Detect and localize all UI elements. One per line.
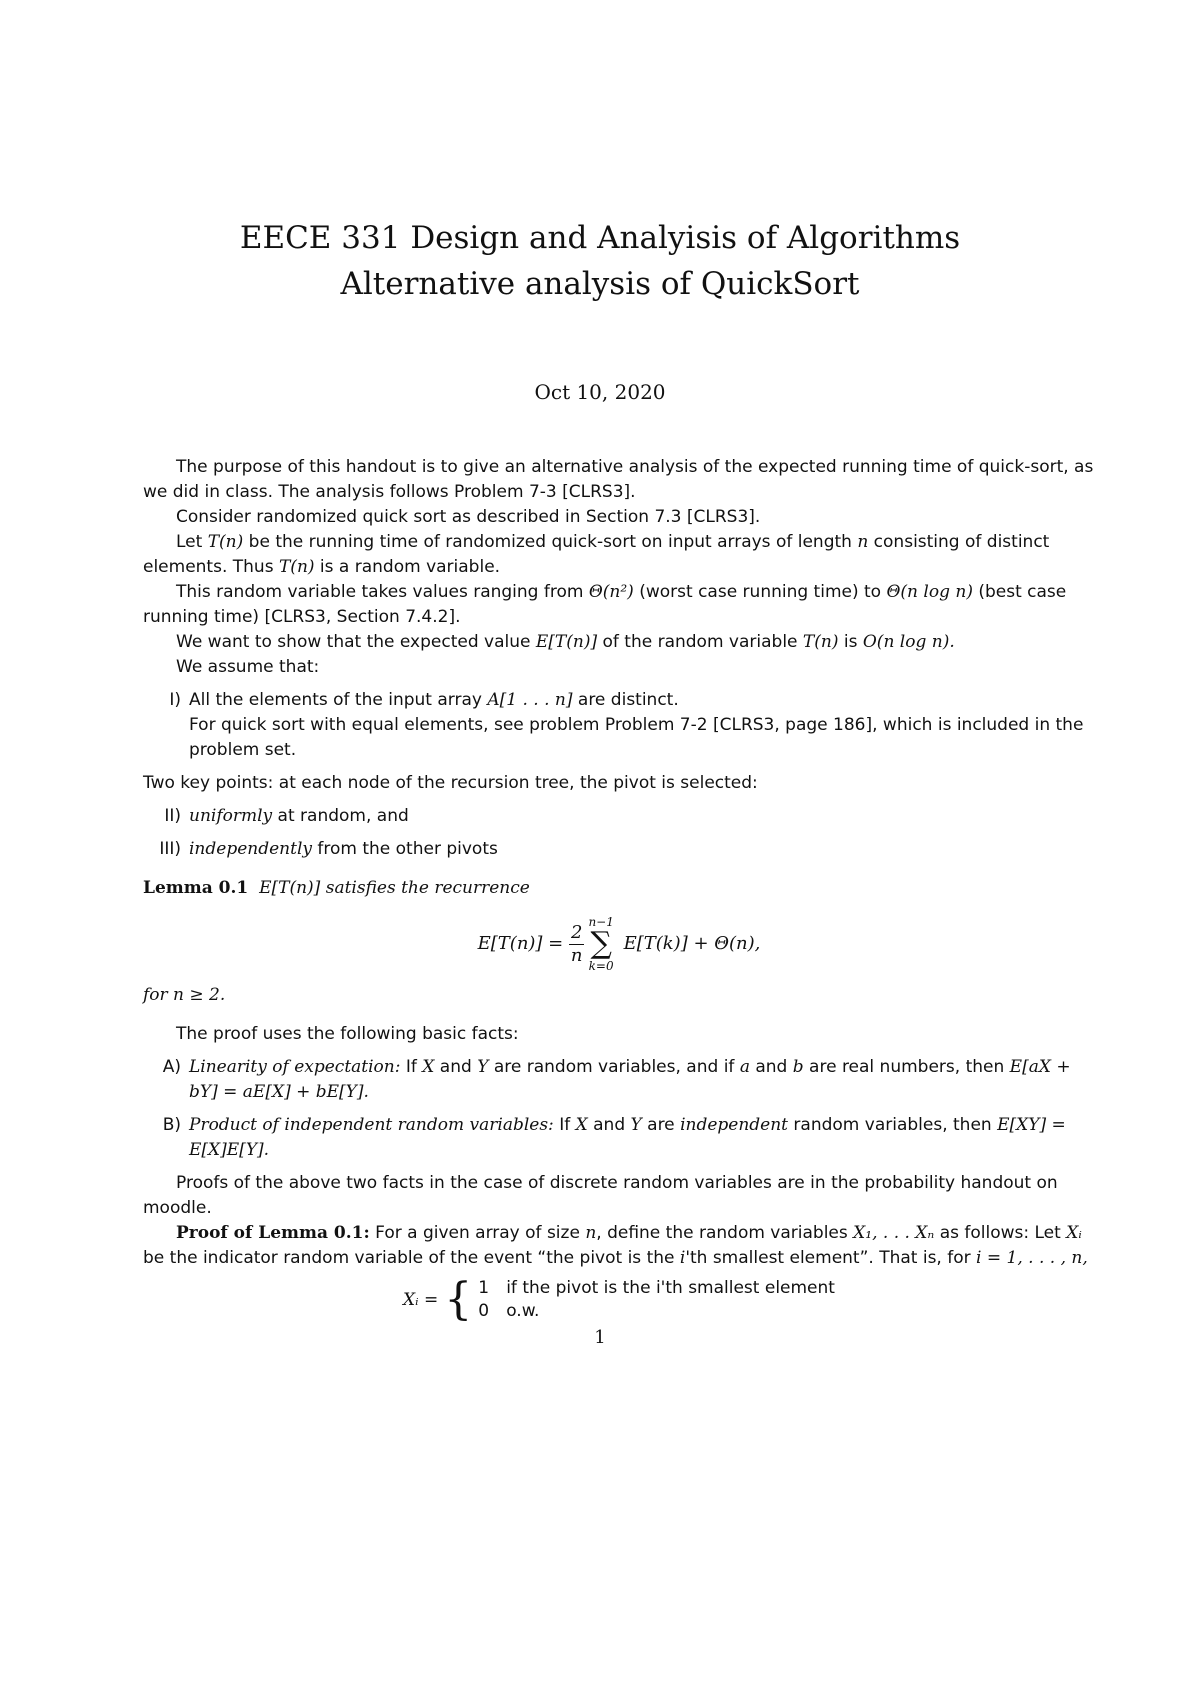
assumption-item (143, 688, 1095, 763)
proofs-note: Proofs of the above two facts in the case of discrete random variables are in the probability handout on moodle. (143, 1173, 1058, 1218)
text: This random variable takes values ranging from (176, 582, 589, 602)
keypoint-item (143, 804, 1095, 829)
document-date: Oct 10, 2020 (534, 380, 666, 404)
cases-lhs: Xᵢ = (403, 1289, 439, 1310)
text: (worst case running time) to (633, 582, 887, 602)
math-Tn: T(n) (802, 632, 839, 652)
intro-paragraph-6: We assume that: (176, 657, 320, 677)
text: are real numbers, then (803, 1057, 1010, 1077)
math-theta-n2: Θ(n²) (588, 582, 634, 602)
summation (588, 915, 613, 973)
text: are (641, 1115, 681, 1135)
text: (best case running time) [CLRS3, Section 7.4.2]. (143, 582, 1067, 627)
text: are random variables, and if (488, 1057, 740, 1077)
keypoint-list (143, 804, 1095, 862)
lemma-text: satisfies the recurrence (320, 878, 530, 898)
math-Tn: T(n) (207, 532, 244, 552)
case-row (478, 1277, 835, 1300)
text: is a random variable. (314, 557, 501, 577)
case-text: o.w. (506, 1301, 540, 1321)
text: , define the random variables (596, 1223, 854, 1243)
indicator-definition (143, 1274, 1095, 1325)
case-value: 1 (478, 1278, 490, 1298)
text: as follows: Let (934, 1223, 1067, 1243)
math-ETn: E[T(n)] (535, 632, 598, 652)
math-Tn: T(n) (278, 557, 315, 577)
list-label: A) (162, 1057, 181, 1077)
math-A-array: A[1 . . . n] (487, 690, 573, 710)
keypoints-intro: Two key points: at each node of the recursion tree, the pivot is selected: (143, 773, 758, 793)
assumption-list (143, 688, 1095, 763)
math-i: i (679, 1248, 686, 1268)
math-X: X (422, 1057, 435, 1077)
document-subtitle: Alternative analysis of QuickSort (340, 266, 860, 302)
text: We want to show that the expected value (176, 632, 536, 652)
sum-upper: n−1 (588, 915, 614, 929)
document-body (143, 455, 1095, 1323)
emphasis: independent (680, 1115, 789, 1135)
math-formula: E[aX + bY] = aE[X] + bE[Y]. (189, 1057, 1071, 1102)
math-Y: Y (630, 1115, 642, 1135)
text: from the other pivots (311, 839, 498, 859)
math-xi: Xᵢ (1066, 1223, 1082, 1243)
list-label: I) (169, 690, 181, 710)
text: All the elements of the input array (189, 690, 488, 710)
sum-lower: k=0 (588, 959, 614, 973)
eq-rhs: E[T(k)] + Θ(n), (617, 933, 761, 954)
fact-item (143, 1055, 1095, 1105)
case-value: 0 (478, 1301, 490, 1321)
text: and (587, 1115, 631, 1135)
math-vars: X₁, . . . Xₙ (853, 1223, 935, 1243)
sigma-icon: ∑ (590, 926, 612, 961)
text: and (749, 1057, 793, 1077)
math-ETn: E[T(n)] (259, 878, 321, 898)
text: at random, and (272, 806, 409, 826)
fact-title: Product of independent random variables: (189, 1115, 554, 1135)
text: of the random variable (597, 632, 803, 652)
text: Let (176, 532, 208, 552)
list-label: B) (162, 1115, 181, 1135)
math-Y: Y (477, 1057, 489, 1077)
text: random variables, then (788, 1115, 998, 1135)
facts-list (143, 1055, 1095, 1163)
cases-rows (478, 1277, 835, 1323)
proof-label: Proof of (176, 1223, 259, 1243)
text: If (400, 1057, 423, 1077)
math-n: n (585, 1223, 597, 1243)
page-number: 1 (594, 1327, 606, 1348)
math-O-nlogn: O(n log n). (862, 632, 955, 652)
emphasis: uniformly (189, 806, 273, 826)
math-theta-nlogn: Θ(n log n) (886, 582, 973, 602)
text: be the running time of randomized quick-sort on input arrays of length (243, 532, 858, 552)
text: 'th smallest element”. That is, for (685, 1248, 977, 1268)
lemma-statement (143, 876, 1095, 901)
keypoint-item (143, 837, 1095, 862)
math-a: a (739, 1057, 750, 1077)
case-row (478, 1300, 835, 1323)
math-X: X (575, 1115, 588, 1135)
text: and (434, 1057, 478, 1077)
text: If (553, 1115, 576, 1135)
lemma-condition: for n ≥ 2. (143, 985, 226, 1005)
text: For a given array of size (369, 1223, 586, 1243)
fraction-denominator: n (570, 944, 583, 966)
intro-paragraph-5 (143, 630, 1095, 655)
intro-paragraph-1: The purpose of this handout is to give an alternative analysis of the expected running time of quick-sort, as we did in class. The analysis follows Problem 7-3 [CLRS3]. (143, 457, 1094, 502)
case-text: if the pivot is the i'th smallest element (506, 1278, 835, 1298)
proof-lemma-ref: Lemma 0.1: (258, 1223, 370, 1243)
text: For quick sort with equal elements, see problem Problem 7-2 [CLRS3, page 186], which is included in the problem set. (189, 715, 1084, 760)
fact-title: Linearity of expectation: (189, 1057, 401, 1077)
text: are distinct. (572, 690, 679, 710)
lemma-name: Lemma 0.1 (143, 878, 249, 898)
document-title: EECE 331 Design and Analyisis of Algorithms (239, 220, 961, 256)
left-brace-icon: { (444, 1274, 473, 1325)
intro-paragraph-4 (143, 580, 1095, 630)
list-label: III) (159, 839, 181, 859)
recurrence-equation (143, 915, 1095, 973)
math-b: b (792, 1057, 804, 1077)
text: consisting of distinct elements. Thus (143, 532, 1050, 577)
emphasis: independently (189, 839, 312, 859)
math-range: i = 1, . . . , n, (976, 1248, 1088, 1268)
list-label: II) (164, 806, 181, 826)
facts-intro: The proof uses the following basic facts: (176, 1024, 519, 1044)
intro-paragraph-3 (143, 530, 1095, 580)
text: is (838, 632, 863, 652)
eq-lhs: E[T(n)] = (477, 933, 569, 954)
proof-paragraph (143, 1221, 1095, 1271)
fraction-numerator: 2 (570, 921, 583, 943)
text: be the indicator random variable of the event “the pivot is the (143, 1248, 680, 1268)
math-n: n (857, 532, 869, 552)
intro-paragraph-2: Consider randomized quick sort as described in Section 7.3 [CLRS3]. (176, 507, 761, 527)
fact-item (143, 1113, 1095, 1163)
math-formula: E[XY] = E[X]E[Y]. (189, 1115, 1066, 1160)
fraction (569, 922, 584, 967)
